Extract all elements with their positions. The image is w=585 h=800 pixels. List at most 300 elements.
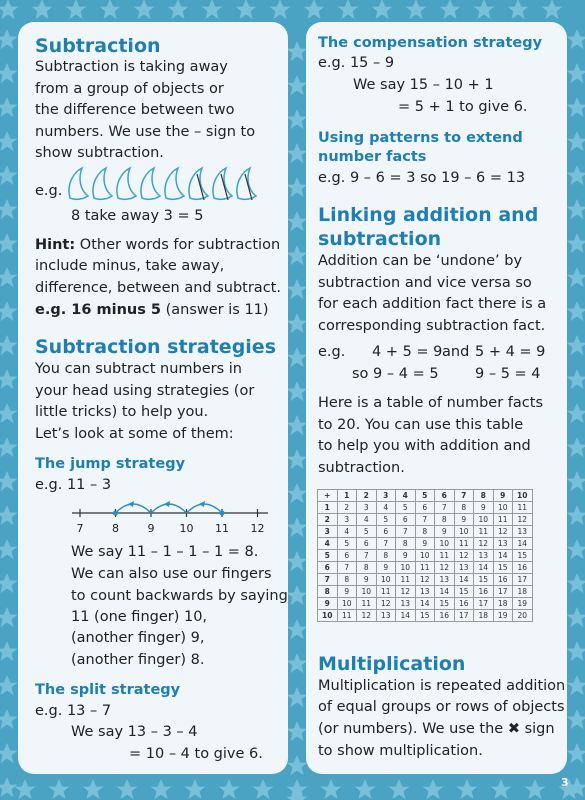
star-icon xyxy=(0,233,18,253)
table-cell: 2 xyxy=(337,502,357,514)
table-header-cell: 3 xyxy=(376,490,396,502)
table-header-row xyxy=(318,490,533,502)
star-icon xyxy=(0,97,18,117)
jump-line-2: We can also use our fingers xyxy=(71,566,272,582)
jump-heading: The jump strategy xyxy=(35,456,186,472)
table-cell: 14 xyxy=(435,586,455,598)
star-icon xyxy=(202,0,223,19)
star-icon xyxy=(287,619,308,639)
intro-line-4: numbers. We use the – sign to xyxy=(35,124,256,140)
linking-heading-2: subtraction xyxy=(318,228,442,250)
table-cell: 11 xyxy=(415,562,435,574)
star-icon xyxy=(0,131,18,151)
table-cell: 16 xyxy=(454,598,474,610)
table-cell: 20 xyxy=(513,610,533,622)
table-cell: 17 xyxy=(474,598,494,610)
table-cell: 6 xyxy=(415,502,435,514)
table-cell: 13 xyxy=(435,574,455,586)
table-cell: 5 xyxy=(396,502,416,514)
table-cell: 7 xyxy=(376,538,396,550)
eg-label: e.g. xyxy=(35,183,63,199)
table-cell: 11 xyxy=(493,514,513,526)
table-row xyxy=(318,586,533,598)
split-line-2: = 10 – 4 to give 6. xyxy=(129,746,263,762)
table-row-header-cell: 10 xyxy=(318,610,338,622)
star-icon xyxy=(457,779,478,799)
star-icon xyxy=(0,403,18,423)
table-cell: 9 xyxy=(454,514,474,526)
compensation-heading: The compensation strategy xyxy=(318,35,543,51)
table-cell: 13 xyxy=(474,550,494,562)
table-row-header-cell: 7 xyxy=(318,574,338,586)
table-cell: 10 xyxy=(493,502,513,514)
table-cell: 11 xyxy=(396,574,416,586)
star-icon xyxy=(236,0,257,19)
table-cell: 15 xyxy=(435,598,455,610)
table-cell: 12 xyxy=(415,574,435,586)
star-icon xyxy=(321,779,342,799)
table-row xyxy=(318,610,533,622)
table-row xyxy=(318,502,533,514)
star-icon xyxy=(287,279,308,299)
table-cell: 19 xyxy=(493,610,513,622)
table-cell: 10 xyxy=(474,514,494,526)
star-icon xyxy=(567,233,585,253)
table-header-cell: 10 xyxy=(513,490,533,502)
table-cell: 11 xyxy=(435,550,455,562)
table-cell: 18 xyxy=(513,586,533,598)
jump-line-6: (another finger) 8. xyxy=(71,652,205,668)
table-header-cell: 8 xyxy=(474,490,494,502)
mult-line-2: of equal groups or rows of objects xyxy=(318,699,565,715)
hint-line-1 xyxy=(35,235,280,257)
star-icon xyxy=(168,0,189,19)
linking-heading-1: Linking addition and xyxy=(318,204,539,226)
table-cell: 13 xyxy=(415,586,435,598)
star-icon xyxy=(100,0,121,19)
numberline-tick-12: 12 xyxy=(250,522,265,535)
star-icon xyxy=(287,41,308,61)
addition-facts-table xyxy=(317,489,533,622)
table-cell: 4 xyxy=(357,514,377,526)
star-icon xyxy=(287,789,308,800)
star-icon xyxy=(567,607,585,627)
table-cell: 15 xyxy=(474,574,494,586)
table-cell: 8 xyxy=(435,514,455,526)
star-icon xyxy=(0,335,18,355)
table-row xyxy=(318,514,533,526)
table-row xyxy=(318,598,533,610)
number-line xyxy=(68,495,273,537)
table-row xyxy=(318,550,533,562)
table-cell: 9 xyxy=(435,526,455,538)
table-header-cell: 2 xyxy=(357,490,377,502)
star-icon xyxy=(287,755,308,775)
numberline-tick-7: 7 xyxy=(76,522,84,535)
star-icon xyxy=(0,267,18,287)
star-icon xyxy=(567,471,585,491)
table-corner-cell: + xyxy=(318,490,338,502)
table-row xyxy=(318,574,533,586)
table-cell: 10 xyxy=(357,586,377,598)
star-icon xyxy=(406,0,427,19)
table-cell: 13 xyxy=(454,562,474,574)
star-icon xyxy=(134,0,155,19)
star-icon xyxy=(287,483,308,503)
star-icon xyxy=(567,573,585,593)
star-icon xyxy=(567,437,585,457)
table-cell: 14 xyxy=(396,610,416,622)
table-cell: 14 xyxy=(513,538,533,550)
star-icon xyxy=(0,199,18,219)
star-icon xyxy=(0,369,18,389)
banana-example: 8 take away 3 = 5 xyxy=(71,208,204,224)
subtraction-heading: Subtraction xyxy=(35,35,161,57)
hint-line-2: include minus, take away, xyxy=(35,258,225,274)
star-icon xyxy=(287,109,308,129)
table-row xyxy=(318,538,533,550)
table-intro-line-3: to help you with addition and xyxy=(318,438,531,454)
star-icon xyxy=(287,177,308,197)
star-icon xyxy=(474,0,495,19)
star-icon xyxy=(567,505,585,525)
table-cell: 15 xyxy=(454,586,474,598)
table-cell: 10 xyxy=(376,574,396,586)
bananas-illustration xyxy=(64,166,274,204)
star-icon xyxy=(219,779,240,799)
star-icon xyxy=(253,779,274,799)
page-number: 3 xyxy=(561,776,569,789)
intro-line-5: show subtraction. xyxy=(35,145,164,161)
table-cell: 12 xyxy=(396,586,416,598)
star-icon xyxy=(567,301,585,321)
table-cell: 11 xyxy=(357,598,377,610)
table-cell: 17 xyxy=(493,586,513,598)
numberline-tick-9: 9 xyxy=(147,522,155,535)
table-cell: 9 xyxy=(474,502,494,514)
table-cell: 13 xyxy=(376,610,396,622)
star-icon xyxy=(287,381,308,401)
table-cell: 13 xyxy=(396,598,416,610)
jump-eg: e.g. 11 – 3 xyxy=(35,477,112,493)
table-row-header-cell: 3 xyxy=(318,526,338,538)
star-icon xyxy=(0,743,18,763)
compensation-eg: e.g. 15 – 9 xyxy=(318,55,395,71)
star-icon xyxy=(542,0,563,19)
table-cell: 9 xyxy=(376,562,396,574)
table-cell: 8 xyxy=(357,562,377,574)
multiplication-heading: Multiplication xyxy=(318,653,466,675)
table-cell: 10 xyxy=(454,526,474,538)
table-cell: 13 xyxy=(513,526,533,538)
patterns-heading-1: Using patterns to extend xyxy=(318,130,523,146)
strategies-heading: Subtraction strategies xyxy=(35,336,276,358)
table-header-cell: 6 xyxy=(435,490,455,502)
table-header-cell: 9 xyxy=(493,490,513,502)
table-cell: 16 xyxy=(474,586,494,598)
star-icon xyxy=(270,0,291,19)
table-cell: 12 xyxy=(454,550,474,562)
star-icon xyxy=(0,471,18,491)
table-header-cell: 1 xyxy=(337,490,357,502)
star-icon xyxy=(0,777,18,797)
table-row-header-cell: 8 xyxy=(318,586,338,598)
star-icon xyxy=(567,641,585,661)
jump-line-4: 11 (one finger) 10, xyxy=(71,609,208,625)
strategies-line-4: Let’s look at some of them: xyxy=(35,426,234,442)
table-cell: 11 xyxy=(376,586,396,598)
star-icon xyxy=(389,779,410,799)
fact-9-minus-5: 9 – 5 = 4 xyxy=(475,366,541,382)
star-icon xyxy=(567,335,585,355)
star-icon xyxy=(0,505,18,525)
table-intro-line-1: Here is a table of number facts xyxy=(318,395,544,411)
table-cell: 6 xyxy=(357,538,377,550)
linking-line-3: for each addition fact there is a xyxy=(318,296,547,312)
star-icon xyxy=(185,779,206,799)
star-icon xyxy=(0,301,18,321)
jump-line-1: We say 11 – 1 – 1 – 1 = 8. xyxy=(71,544,259,560)
table-cell: 18 xyxy=(493,598,513,610)
table-cell: 5 xyxy=(337,538,357,550)
table-cell: 6 xyxy=(396,514,416,526)
facts-eg-label: e.g. xyxy=(318,344,346,360)
star-icon xyxy=(0,539,18,559)
table-row-header-cell: 2 xyxy=(318,514,338,526)
star-icon xyxy=(567,539,585,559)
patterns-heading-2: number facts xyxy=(318,149,427,165)
star-icon xyxy=(15,779,36,799)
table-cell: 12 xyxy=(435,562,455,574)
table-cell: 13 xyxy=(493,538,513,550)
star-icon xyxy=(66,0,87,19)
table-cell: 5 xyxy=(376,514,396,526)
star-icon xyxy=(508,0,529,19)
table-cell: 8 xyxy=(415,526,435,538)
numberline-tick-10: 10 xyxy=(179,522,194,535)
table-cell: 19 xyxy=(513,598,533,610)
table-cell: 7 xyxy=(337,562,357,574)
table-row-header-cell: 4 xyxy=(318,538,338,550)
star-icon xyxy=(440,0,461,19)
star-icon xyxy=(0,165,18,185)
star-icon xyxy=(0,0,19,19)
fact-5-plus-4: 5 + 4 = 9 xyxy=(475,344,546,360)
mult-line-3: (or numbers). We use the ✖ sign xyxy=(318,721,555,737)
compensation-line-2: = 5 + 1 to give 6. xyxy=(398,99,528,115)
star-icon xyxy=(423,779,444,799)
jump-line-5: (another finger) 9, xyxy=(71,630,205,646)
strategies-line-2: your head using strategies (or xyxy=(35,383,255,399)
star-icon xyxy=(287,653,308,673)
table-cell: 6 xyxy=(337,550,357,562)
mult-line-1: Multiplication is repeated addition xyxy=(318,678,566,694)
star-icon xyxy=(567,29,585,49)
star-icon xyxy=(287,517,308,537)
linking-line-1: Addition can be ‘undone’ by xyxy=(318,253,523,269)
strategies-line-3: little tricks) to help you. xyxy=(35,404,209,420)
table-row-header-cell: 5 xyxy=(318,550,338,562)
star-icon xyxy=(567,199,585,219)
star-icon xyxy=(0,63,18,83)
star-icon xyxy=(49,779,70,799)
table-cell: 12 xyxy=(493,526,513,538)
hint-label: Hint: xyxy=(35,237,76,253)
intro-line-3: the difference between two xyxy=(35,102,235,118)
strategies-line-1: You can subtract numbers in xyxy=(35,361,242,377)
table-header-cell: 4 xyxy=(396,490,416,502)
hint-text: Other words for subtraction xyxy=(75,237,281,253)
table-header-cell: 7 xyxy=(454,490,474,502)
table-cell: 12 xyxy=(376,598,396,610)
linking-line-2: subtraction and vice versa so xyxy=(318,275,532,291)
table-cell: 7 xyxy=(357,550,377,562)
compensation-line-1: We say 15 – 10 + 1 xyxy=(353,77,494,93)
table-cell: 14 xyxy=(454,574,474,586)
star-icon xyxy=(287,449,308,469)
table-cell: 4 xyxy=(376,502,396,514)
star-icon xyxy=(287,687,308,707)
table-cell: 18 xyxy=(474,610,494,622)
star-icon xyxy=(0,709,18,729)
table-cell: 11 xyxy=(454,538,474,550)
star-icon xyxy=(567,63,585,83)
mult-line-4: to show multiplication. xyxy=(318,743,483,759)
table-row xyxy=(318,526,533,538)
table-cell: 3 xyxy=(357,502,377,514)
star-icon xyxy=(287,245,308,265)
star-icon xyxy=(117,779,138,799)
split-line-1: We say 13 – 3 – 4 xyxy=(71,724,198,740)
star-icon xyxy=(287,551,308,571)
table-cell: 14 xyxy=(474,562,494,574)
star-icon xyxy=(567,743,585,763)
table-cell: 8 xyxy=(396,538,416,550)
table-cell: 14 xyxy=(493,550,513,562)
star-icon xyxy=(0,641,18,661)
eg16-rest: (answer is 11) xyxy=(161,302,269,318)
fact-4-plus-5: 4 + 5 = 9 xyxy=(372,344,443,360)
table-intro-line-4: subtraction. xyxy=(318,460,405,476)
star-icon xyxy=(151,779,172,799)
table-cell: 11 xyxy=(337,610,357,622)
table-cell: 10 xyxy=(435,538,455,550)
star-icon xyxy=(567,403,585,423)
star-icon xyxy=(567,131,585,151)
star-icon xyxy=(0,675,18,695)
table-cell: 7 xyxy=(435,502,455,514)
star-icon xyxy=(83,779,104,799)
table-cell: 7 xyxy=(396,526,416,538)
intro-line-2: from a group of objects or xyxy=(35,81,224,97)
star-icon xyxy=(287,143,308,163)
table-cell: 15 xyxy=(415,610,435,622)
star-icon xyxy=(287,415,308,435)
star-icon xyxy=(304,0,325,19)
star-icon xyxy=(491,779,512,799)
numberline-tick-8: 8 xyxy=(112,522,119,535)
star-icon xyxy=(32,0,53,19)
table-cell: 10 xyxy=(396,562,416,574)
table-cell: 8 xyxy=(454,502,474,514)
table-row-header-cell: 1 xyxy=(318,502,338,514)
star-icon xyxy=(567,165,585,185)
numberline-tick-11: 11 xyxy=(215,522,229,535)
star-icon xyxy=(287,75,308,95)
table-row-header-cell: 9 xyxy=(318,598,338,610)
star-icon xyxy=(567,709,585,729)
table-cell: 5 xyxy=(357,526,377,538)
table-cell: 16 xyxy=(513,562,533,574)
table-cell: 16 xyxy=(493,574,513,586)
hint-line-3: difference, between and subtract. xyxy=(35,280,281,296)
table-cell: 11 xyxy=(474,526,494,538)
star-icon xyxy=(287,313,308,333)
star-icon xyxy=(287,347,308,367)
table-cell: 3 xyxy=(337,514,357,526)
table-cell: 17 xyxy=(454,610,474,622)
table-cell: 16 xyxy=(435,610,455,622)
star-icon xyxy=(287,585,308,605)
table-cell: 8 xyxy=(337,574,357,586)
star-icon xyxy=(0,607,18,627)
star-icon xyxy=(525,779,546,799)
table-cell: 12 xyxy=(357,610,377,622)
table-cell: 4 xyxy=(337,526,357,538)
table-intro-line-2: to 20. You can use this table xyxy=(318,417,524,433)
linking-line-4: corresponding subtraction fact. xyxy=(318,318,546,334)
table-cell: 7 xyxy=(415,514,435,526)
star-icon xyxy=(0,437,18,457)
table-cell: 9 xyxy=(396,550,416,562)
star-icon xyxy=(0,573,18,593)
star-icon xyxy=(355,779,376,799)
facts-and: and xyxy=(442,344,470,360)
star-icon xyxy=(372,0,393,19)
fact-9-minus-4: so 9 – 4 = 5 xyxy=(352,366,439,382)
star-icon xyxy=(567,675,585,695)
split-eg: e.g. 13 – 7 xyxy=(35,703,112,719)
table-cell: 12 xyxy=(513,514,533,526)
table-cell: 8 xyxy=(376,550,396,562)
star-icon xyxy=(567,267,585,287)
star-icon xyxy=(287,721,308,741)
table-cell: 15 xyxy=(493,562,513,574)
star-icon xyxy=(287,211,308,231)
table-cell: 6 xyxy=(376,526,396,538)
table-cell: 10 xyxy=(415,550,435,562)
table-cell: 11 xyxy=(513,502,533,514)
table-cell: 9 xyxy=(357,574,377,586)
table-cell: 14 xyxy=(415,598,435,610)
star-icon xyxy=(567,97,585,117)
intro-line-1: Subtraction is taking away xyxy=(35,59,228,75)
star-icon xyxy=(0,29,18,49)
table-cell: 9 xyxy=(415,538,435,550)
star-icon xyxy=(338,0,359,19)
table-cell: 12 xyxy=(474,538,494,550)
patterns-eg: e.g. 9 – 6 = 3 so 19 – 6 = 13 xyxy=(318,170,526,186)
table-header-cell: 5 xyxy=(415,490,435,502)
split-heading: The split strategy xyxy=(35,682,181,698)
eg16-line xyxy=(35,300,269,322)
star-icon xyxy=(567,369,585,389)
table-cell: 17 xyxy=(513,574,533,586)
table-row-header-cell: 6 xyxy=(318,562,338,574)
table-cell: 9 xyxy=(337,586,357,598)
table-cell: 15 xyxy=(513,550,533,562)
eg16-bold: e.g. 16 minus 5 xyxy=(35,302,161,318)
